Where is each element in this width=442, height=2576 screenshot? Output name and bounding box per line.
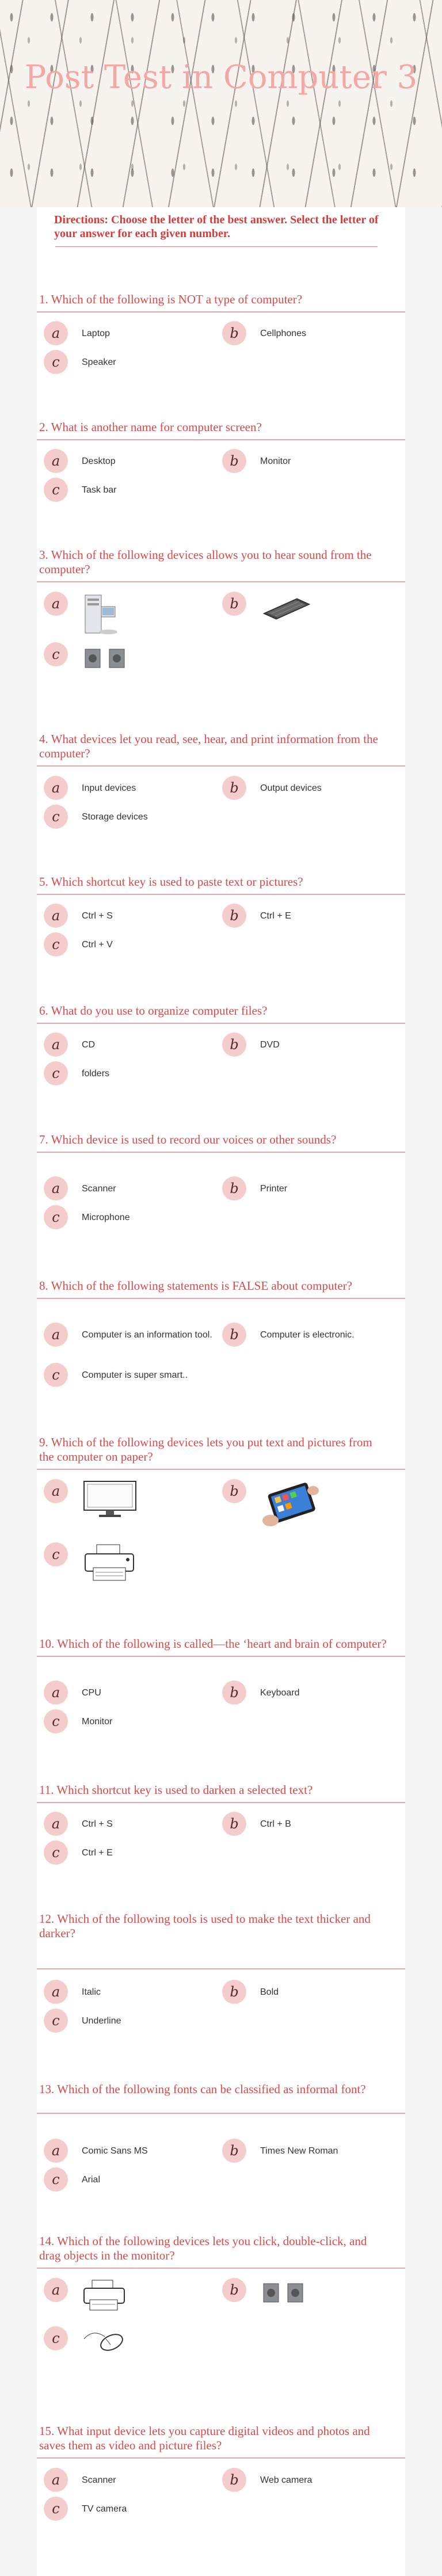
- option-c[interactable]: [44, 1840, 214, 1865]
- option-letter: c: [44, 350, 68, 374]
- option-b[interactable]: [222, 449, 393, 473]
- question-divider: [37, 2113, 405, 2114]
- option-b[interactable]: [222, 1812, 393, 1836]
- option-b[interactable]: [222, 1323, 393, 1347]
- question-12: [37, 1912, 405, 2029]
- speakers-icon: [82, 642, 134, 674]
- question-5: [37, 875, 405, 952]
- option-a[interactable]: [44, 1176, 214, 1201]
- option-letter: b: [222, 776, 246, 800]
- question-3: [37, 548, 405, 662]
- option-a[interactable]: [44, 1681, 214, 1705]
- option-c[interactable]: [44, 2009, 214, 2033]
- option-c[interactable]: [44, 478, 214, 502]
- question-8: [37, 1279, 405, 1383]
- option-label: Arial: [82, 2175, 101, 2185]
- question-6: [37, 1004, 405, 1081]
- question-2: [37, 420, 405, 498]
- option-b[interactable]: [222, 2278, 312, 2310]
- option-letter: b: [222, 1176, 246, 1201]
- keyboard-icon: [260, 592, 312, 623]
- option-letter: b: [222, 592, 246, 616]
- directions-divider: [55, 246, 378, 247]
- question-7: [37, 1133, 405, 1225]
- question-text: 13. Which of the following fonts can be classified as informal font?: [39, 2082, 366, 2096]
- question-divider: [37, 1298, 405, 1299]
- printer-icon: [82, 2278, 128, 2315]
- option-letter: b: [222, 1479, 246, 1503]
- question-text: 1. Which of the following is NOT a type of computer?: [39, 292, 303, 306]
- option-b[interactable]: [222, 1176, 393, 1201]
- option-a[interactable]: [44, 776, 214, 800]
- option-letter: c: [44, 805, 68, 829]
- option-label: CD: [82, 1040, 96, 1050]
- question-15: [37, 2424, 405, 2517]
- question-1: [37, 292, 405, 370]
- option-letter: b: [222, 321, 246, 345]
- option-label: Ctrl + V: [82, 940, 113, 950]
- option-b[interactable]: [222, 592, 312, 623]
- option-label: Computer is electronic.: [260, 1330, 355, 1340]
- option-label: Computer is super smart..: [82, 1370, 188, 1380]
- question-divider: [37, 1152, 405, 1153]
- option-letter: c: [44, 2009, 68, 2033]
- option-a[interactable]: [44, 1323, 214, 1347]
- option-letter: c: [44, 642, 68, 666]
- option-letter: a: [44, 321, 68, 345]
- option-label: DVD: [260, 1040, 280, 1050]
- option-label: Italic: [82, 1987, 101, 1997]
- option-label: Ctrl + B: [260, 1819, 291, 1829]
- monitor-icon: [82, 1479, 139, 1522]
- question-text: 8. Which of the following statements is FALSE about computer?: [39, 1279, 352, 1293]
- option-letter: a: [44, 776, 68, 800]
- option-letter: a: [44, 592, 68, 616]
- option-letter: a: [44, 449, 68, 473]
- question-text: 2. What is another name for computer screen?: [39, 420, 262, 434]
- option-c[interactable]: [44, 2497, 214, 2521]
- option-a[interactable]: [44, 1032, 214, 1057]
- option-a[interactable]: [44, 2139, 214, 2163]
- option-letter: a: [44, 2278, 68, 2302]
- question-divider: [37, 765, 405, 767]
- option-label: Web camera: [260, 2475, 313, 2485]
- question-text: 3. Which of the following devices allows you to hear sound from the computer?: [39, 548, 372, 576]
- option-label: Output devices: [260, 783, 322, 793]
- option-letter: a: [44, 1980, 68, 2004]
- option-label: Task bar: [82, 485, 117, 495]
- option-a[interactable]: [44, 1980, 214, 2004]
- question-divider: [37, 2457, 405, 2459]
- option-letter: a: [44, 904, 68, 928]
- option-c[interactable]: [44, 642, 134, 674]
- option-label: Storage devices: [82, 812, 148, 822]
- option-label: Keyboard: [260, 1688, 300, 1698]
- option-letter: a: [44, 2468, 68, 2492]
- computer-tower-icon: [82, 592, 122, 641]
- directions-text: Directions: Choose the letter of the best answer. Select the letter of your answer for each given number.: [54, 214, 379, 240]
- option-letter: c: [44, 478, 68, 502]
- question-divider: [37, 1656, 405, 1657]
- question-text: 5. Which shortcut key is used to paste text or pictures?: [39, 875, 303, 889]
- option-label: Microphone: [82, 1213, 130, 1222]
- option-c[interactable]: [44, 1709, 214, 1733]
- question-divider: [37, 2268, 405, 2269]
- option-label: Speaker: [82, 357, 116, 367]
- option-letter: b: [222, 904, 246, 928]
- option-letter: b: [222, 2468, 246, 2492]
- question-text: 12. Which of the following tools is used to make the text thicker and darker?: [39, 1912, 371, 1940]
- option-c[interactable]: [44, 805, 214, 829]
- question-13: [37, 2082, 405, 2188]
- option-label: Times New Roman: [260, 2146, 338, 2156]
- option-label: Printer: [260, 1184, 288, 1194]
- printer-icon: [82, 1542, 139, 1586]
- option-letter: a: [44, 1681, 68, 1705]
- option-letter: c: [44, 1542, 68, 1567]
- speakers-icon: [260, 2278, 312, 2310]
- option-label: Ctrl + E: [260, 911, 291, 921]
- option-b[interactable]: [222, 2468, 393, 2492]
- question-text: 4. What devices let you read, see, hear, and print information from the computer?: [39, 732, 378, 760]
- option-b[interactable]: [222, 1980, 393, 2004]
- option-a[interactable]: [44, 904, 214, 928]
- option-letter: a: [44, 1176, 68, 1201]
- option-label: Underline: [82, 2016, 121, 2026]
- option-b[interactable]: [222, 904, 393, 928]
- option-label: Monitor: [260, 456, 291, 466]
- question-divider: [37, 581, 405, 582]
- option-c[interactable]: [44, 1363, 214, 1387]
- option-letter: c: [44, 1363, 68, 1387]
- option-letter: b: [222, 2139, 246, 2163]
- option-c[interactable]: [44, 1205, 214, 1229]
- option-label: Monitor: [82, 1717, 113, 1727]
- option-letter: b: [222, 1812, 246, 1836]
- quiz-card: [37, 207, 405, 2576]
- question-4: [37, 732, 405, 825]
- option-letter: c: [44, 2326, 68, 2350]
- option-label: TV camera: [82, 2504, 127, 2514]
- option-b[interactable]: [222, 2139, 393, 2163]
- question-text: 14. Which of the following devices lets you click, double-click, and drag objects in the monitor?: [39, 2234, 367, 2262]
- option-letter: c: [44, 1061, 68, 1085]
- question-divider: [37, 1802, 405, 1803]
- question-divider: [37, 1469, 405, 1470]
- option-a[interactable]: [44, 1479, 139, 1522]
- question-text: 9. Which of the following devices lets you put text and pictures from the computer on paper?: [39, 1435, 372, 1464]
- option-label: Computer is an information tool.: [82, 1330, 212, 1340]
- option-a[interactable]: [44, 321, 214, 345]
- question-divider: [37, 1023, 405, 1024]
- option-label: Laptop: [82, 329, 110, 338]
- question-9: [37, 1435, 405, 1563]
- option-label: Cellphones: [260, 329, 307, 338]
- option-label: Input devices: [82, 783, 136, 793]
- option-b[interactable]: [222, 1479, 323, 1534]
- question-11: [37, 1783, 405, 1861]
- option-c[interactable]: [44, 932, 214, 957]
- option-label: Comic Sans MS: [82, 2146, 148, 2156]
- option-letter: a: [44, 2139, 68, 2163]
- option-letter: c: [44, 1205, 68, 1229]
- option-b[interactable]: [222, 321, 393, 345]
- question-10: [37, 1637, 405, 1729]
- option-letter: c: [44, 1709, 68, 1733]
- option-label: Ctrl + S: [82, 911, 113, 921]
- option-c[interactable]: [44, 2326, 128, 2358]
- option-b[interactable]: [222, 1681, 393, 1705]
- option-letter: c: [44, 2167, 68, 2192]
- option-label: Desktop: [82, 456, 116, 466]
- option-b[interactable]: [222, 1032, 393, 1057]
- option-c[interactable]: [44, 350, 214, 374]
- question-divider: [37, 439, 405, 440]
- option-a[interactable]: [44, 2278, 128, 2315]
- option-label: Scanner: [82, 2475, 116, 2485]
- option-letter: b: [222, 449, 246, 473]
- option-a[interactable]: [44, 592, 122, 641]
- question-text: 6. What do you use to organize computer files?: [39, 1004, 268, 1018]
- question-text: 11. Which shortcut key is used to darken a selected text?: [39, 1783, 313, 1797]
- option-c[interactable]: [44, 2167, 214, 2192]
- option-label: folders: [82, 1069, 110, 1079]
- option-label: Ctrl + E: [82, 1848, 113, 1858]
- option-letter: b: [222, 1980, 246, 2004]
- option-c[interactable]: [44, 1542, 139, 1586]
- page-title: Post Test in Computer 3: [24, 59, 418, 96]
- option-label: Bold: [260, 1987, 279, 1997]
- option-a[interactable]: [44, 449, 214, 473]
- option-label: Ctrl + S: [82, 1819, 113, 1829]
- option-letter: b: [222, 2278, 246, 2302]
- question-text: 10. Which of the following is called—the ‘heart and brain of computer?: [39, 1637, 387, 1651]
- option-letter: b: [222, 1681, 246, 1705]
- question-14: [37, 2234, 405, 2346]
- question-divider: [37, 1968, 405, 1969]
- tablet-icon: [260, 1479, 323, 1534]
- option-label: Scanner: [82, 1184, 116, 1194]
- option-c[interactable]: [44, 1061, 214, 1085]
- header-banner: [0, 0, 442, 207]
- question-text: 7. Which device is used to record our voices or other sounds?: [39, 1133, 337, 1146]
- question-text: 15. What input device lets you capture digital videos and photos and saves them as video and picture files?: [39, 2424, 370, 2452]
- option-letter: b: [222, 1323, 246, 1347]
- option-letter: c: [44, 932, 68, 957]
- mouse-icon: [82, 2326, 128, 2358]
- option-letter: b: [222, 1032, 246, 1057]
- option-letter: a: [44, 1812, 68, 1836]
- question-divider: [37, 894, 405, 895]
- option-letter: c: [44, 2497, 68, 2521]
- option-a[interactable]: [44, 2468, 214, 2492]
- option-letter: a: [44, 1479, 68, 1503]
- option-a[interactable]: [44, 1812, 214, 1836]
- question-divider: [37, 311, 405, 313]
- option-letter: a: [44, 1032, 68, 1057]
- option-label: CPU: [82, 1688, 101, 1698]
- option-b[interactable]: [222, 776, 393, 800]
- option-letter: c: [44, 1840, 68, 1865]
- option-letter: a: [44, 1323, 68, 1347]
